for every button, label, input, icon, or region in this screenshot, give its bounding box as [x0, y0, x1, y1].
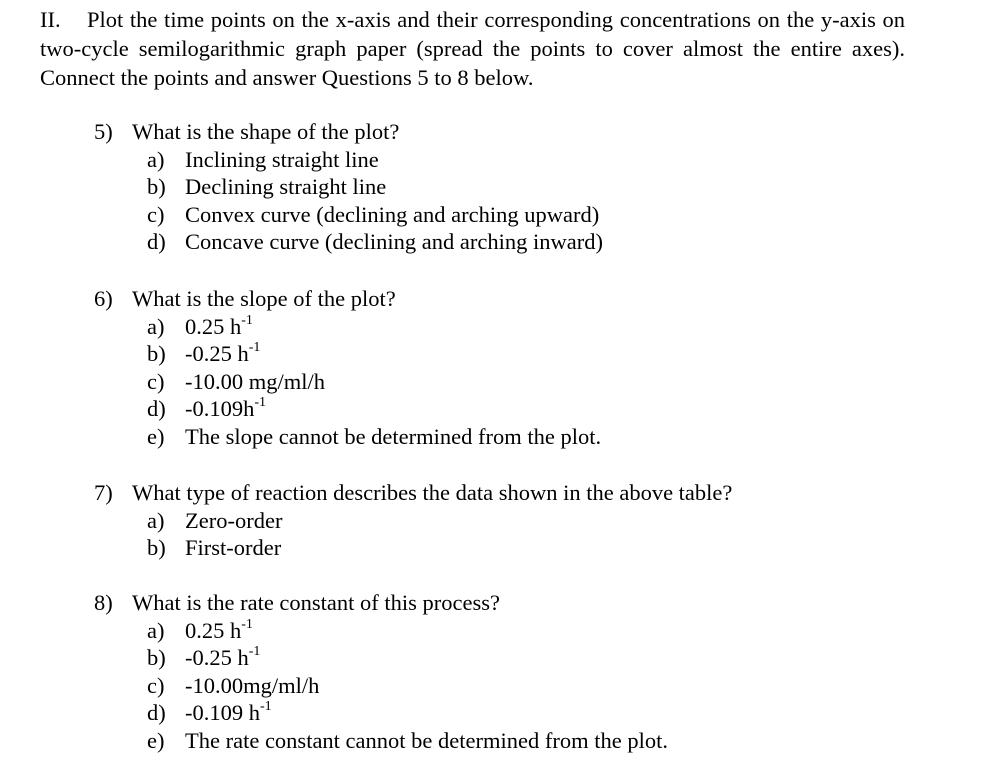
- option-text: Inclining straight line: [185, 146, 379, 172]
- option-superscript: -1: [241, 312, 253, 328]
- option-superscript: -1: [241, 616, 253, 632]
- question-5: [94, 118, 603, 256]
- question-number: 7): [94, 480, 113, 505]
- option-text: -0.25 h: [185, 341, 249, 366]
- option-letter: b): [147, 174, 166, 199]
- option-letter: b): [147, 341, 166, 366]
- option: [94, 727, 668, 755]
- option-letter: d): [147, 396, 166, 421]
- option: [94, 644, 668, 672]
- question-number: 8): [94, 590, 113, 615]
- option: [94, 423, 601, 451]
- option-superscript: -1: [248, 340, 261, 355]
- option-text: -0.109h: [185, 396, 255, 421]
- option-letter: a): [147, 146, 165, 172]
- option-text: The rate constant cannot be determined from the plot.: [185, 727, 668, 753]
- option-superscript: -1: [260, 699, 272, 714]
- question-header: [94, 479, 732, 507]
- option-letter: c): [147, 672, 165, 698]
- question-header: [94, 118, 603, 146]
- option: [94, 699, 668, 727]
- question-header: [94, 589, 668, 617]
- option: [94, 201, 603, 229]
- option-text: -0.109 h: [185, 700, 260, 725]
- question-number: 5): [94, 119, 113, 144]
- option-superscript: -1: [254, 395, 267, 410]
- question-6: [94, 285, 601, 450]
- option-letter: a): [147, 617, 165, 643]
- option-text: The slope cannot be determined from the plot.: [185, 423, 602, 449]
- option: [94, 534, 732, 562]
- option-text: 0.25 h: [185, 313, 242, 339]
- option: [94, 368, 601, 396]
- option: [94, 617, 668, 645]
- intro-paragraph: [40, 5, 905, 92]
- option-letter: c): [147, 368, 165, 394]
- option-text: Zero-order: [185, 507, 283, 533]
- option-letter: e): [147, 423, 165, 449]
- option-letter: a): [147, 313, 165, 339]
- question-header: [94, 285, 601, 313]
- option: [94, 340, 601, 368]
- option-text: Declining straight line: [185, 174, 387, 199]
- option: [94, 672, 668, 700]
- option-text: 0.25 h: [185, 617, 242, 643]
- question-8: [94, 589, 668, 754]
- option-text: -10.00mg/ml/h: [185, 672, 320, 698]
- option-superscript: -1: [248, 644, 261, 659]
- question-text: What is the rate constant of this process?: [132, 590, 501, 615]
- option-letter: e): [147, 727, 165, 753]
- option-letter: b): [147, 645, 166, 670]
- option-letter: a): [147, 507, 165, 533]
- option-text: Convex curve (declining and arching upward): [185, 201, 600, 227]
- option-letter: d): [147, 700, 166, 725]
- option-letter: c): [147, 201, 165, 227]
- question-text: What is the slope of the plot?: [132, 286, 396, 311]
- option: [94, 173, 603, 201]
- question-text: What type of reaction describes the data shown in the above table?: [132, 480, 733, 505]
- option-letter: b): [147, 535, 166, 560]
- option-letter: d): [147, 229, 166, 254]
- option-text: -0.25 h: [185, 645, 249, 670]
- section-number: II.: [40, 7, 61, 32]
- option: [94, 228, 603, 256]
- option: [94, 146, 603, 174]
- intro-text: Plot the time points on the x-axis and their corresponding concentrations on the y-axis on two-cycle semilogarithmic graph paper (spread the points to cover almost the entire axes). Connect the points and answer Questions 5 to 8 below.: [40, 7, 905, 90]
- option-text: -10.00 mg/ml/h: [185, 368, 325, 394]
- question-text: What is the shape of the plot?: [132, 119, 400, 144]
- option-text: First-order: [185, 535, 282, 560]
- option-text: Concave curve (declining and arching inward): [185, 229, 603, 254]
- option: [94, 395, 601, 423]
- option: [94, 313, 601, 341]
- option: [94, 507, 732, 535]
- question-number: 6): [94, 286, 113, 311]
- question-7: [94, 479, 732, 562]
